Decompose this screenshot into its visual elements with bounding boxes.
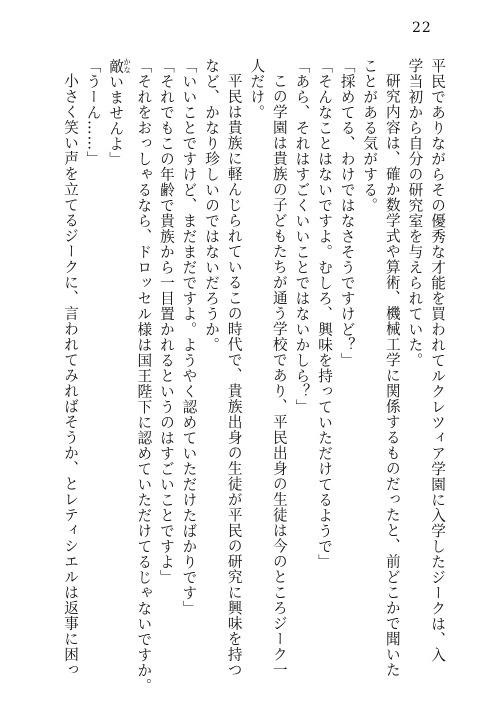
page-number: 22: [412, 20, 432, 36]
dialogue-line: 「それをおっしゃるなら、ドロッセル様は国王陛下に認めていただけてるじゃないですか。: [135, 58, 153, 694]
dialogue-line: 「採めてる、わけではなさそうですけど？」: [338, 58, 356, 368]
dialogue-line: 「うーん……」: [84, 58, 102, 167]
novel-text-block: [62, 58, 448, 694]
text-line: 平民は貴族に軽んじられているこの時代で、貴族出身の生徒が平民の研究に興味を持つ: [225, 72, 243, 678]
text-line: 学当初から自分の研究室を与えられていた。: [406, 58, 424, 368]
dialogue-line: 「いいことですけど、まだまだですよ。ようやく認めていただけたばかりです」: [180, 58, 198, 616]
text-line: 平民でありながらその優秀な才能を買われてルクレツィア学園に入学したジークは、入: [429, 58, 446, 663]
text-line: など、かなり珍しいのではないだろうか。: [203, 58, 221, 353]
dialogue-line: 「あら、それはすごくいいことではないかしら？」: [293, 58, 311, 415]
text-line: ことがある気がする。: [361, 58, 379, 213]
ruby-line-rest: いませんよ」: [107, 73, 125, 167]
text-line: 小さく笑い声を立てるジークに、言われてみればそうか、とレティシエルは返事に困っ: [62, 72, 79, 678]
ruby-reading: かな: [123, 58, 133, 75]
text-line: 人だけ。: [248, 58, 266, 120]
ruby-word: [107, 58, 133, 75]
dialogue-line: 「そんなことはないですよ。むしろ、興味を持っていただけてるようで」: [316, 58, 334, 570]
text-line: この学園は貴族の子どもたちが通う学校であり、平民出身の生徒は今のところジーク一: [270, 72, 288, 678]
dialogue-line: 「それでもこの年齢で貴族から一目置かれるというのはすごいことですよ」: [157, 58, 175, 585]
dialogue-line-with-ruby: [104, 58, 132, 670]
ruby-base: 敵: [107, 58, 125, 75]
text-line: 研究内容は、確か数学式や算術、機械工学に関係するものだったと、前どこかで聞いた: [383, 72, 401, 678]
